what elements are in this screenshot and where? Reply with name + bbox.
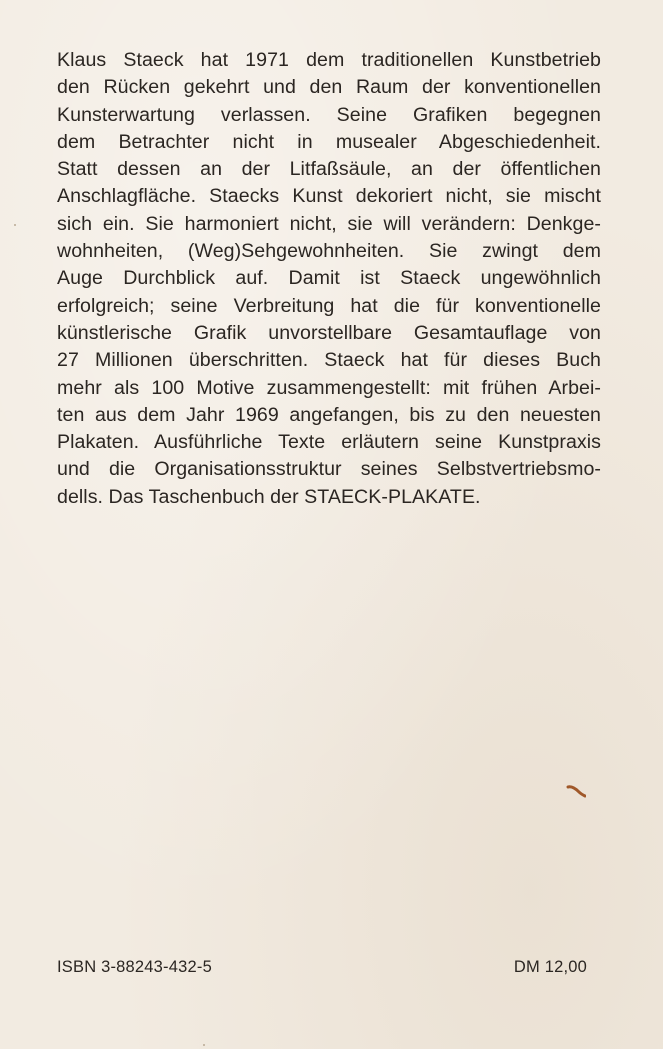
- blurb-line: erfolgreich; seine Verbreitung hat die für konventionelle: [57, 294, 601, 317]
- stain-mark: [566, 784, 586, 798]
- paper-speck: [203, 1044, 205, 1046]
- blurb-text: [57, 47, 601, 511]
- blurb-line: 27 Millionen überschritten. Staeck hat für dieses Buch: [57, 349, 601, 372]
- blurb-line: ten aus dem Jahr 1969 angefangen, bis zu den neuesten: [57, 403, 601, 426]
- blurb-line: den Rücken gekehrt und den Raum der konventionellen: [57, 76, 601, 99]
- blurb-line: Anschlagfläche. Staecks Kunst dekoriert nicht, sie mischt: [57, 185, 601, 208]
- blurb-line: Statt dessen an der Litfaßsäule, an der öffentlichen: [57, 158, 601, 181]
- blurb-line: mehr als 100 Motive zusammengestellt: mit frühen Arbei-: [57, 376, 601, 399]
- blurb-line: und die Organisationsstruktur seines Selbstvertriebsmo-: [57, 458, 601, 481]
- blurb-line: Auge Durchblick auf. Damit ist Staeck ungewöhnlich: [57, 267, 601, 290]
- blurb-line: sich ein. Sie harmoniert nicht, sie will verändern: Denkge-: [57, 212, 601, 235]
- blurb-line: dem Betrachter nicht in musealer Abgeschiedenheit.: [57, 130, 601, 153]
- paper-speck: [14, 224, 16, 226]
- blurb-line: Kunsterwartung verlassen. Seine Grafiken begegnen: [57, 103, 601, 126]
- price-label: DM 12,00: [513, 958, 587, 976]
- blurb-line: wohnheiten, (Weg)Sehgewohnheiten. Sie zwingt dem: [57, 240, 601, 263]
- blurb-line: Klaus Staeck hat 1971 dem traditionellen Kunstbetrieb: [57, 49, 601, 71]
- blurb-line: Plakaten. Ausführliche Texte erläutern seine Kunstpraxis: [57, 431, 601, 454]
- blurb-line: künstlerische Grafik unvorstellbare Gesamtauflage von: [57, 321, 601, 344]
- isbn-number: ISBN 3-88243-432-5: [57, 958, 212, 976]
- blurb-line: dells. Das Taschenbuch der STAECK-PLAKATE.: [57, 485, 481, 508]
